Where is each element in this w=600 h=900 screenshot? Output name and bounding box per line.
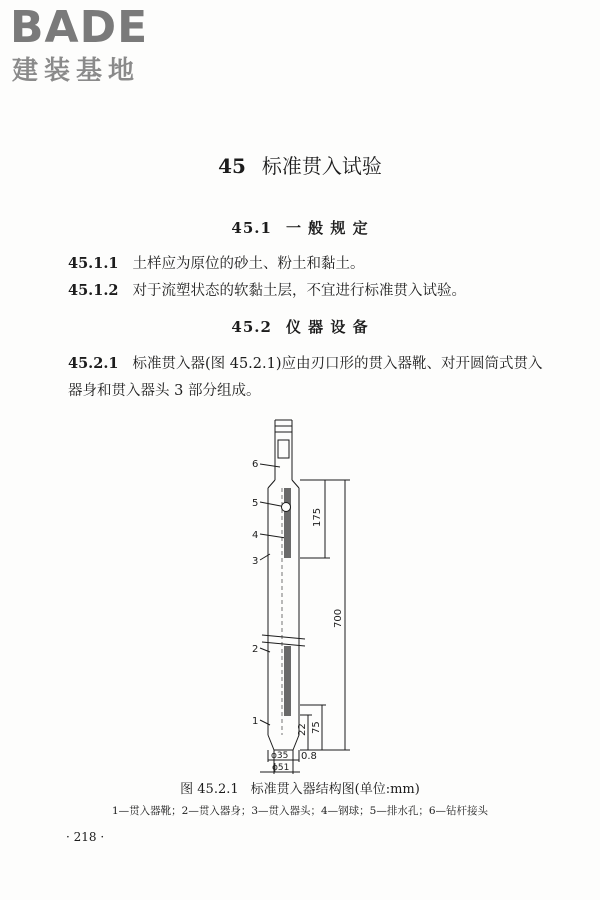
section-title: 仪 器 设 备	[285, 318, 369, 336]
clause-45-1-1	[68, 250, 548, 278]
part-label-3: 3	[252, 556, 259, 567]
part-label-5: 5	[252, 498, 259, 509]
bade-logo	[10, 4, 190, 94]
clause-text: 标准贯入器(图 45.2.1)应由刃口形的贯入器靴、对开圆筒式贯入器身和贯入器头 3 部分组成。	[68, 356, 543, 399]
clause-number: 45.2.1	[68, 355, 119, 372]
page-number: · 218 ·	[66, 830, 105, 844]
dim-700: 700	[333, 608, 344, 628]
clause-number: 45.1.2	[68, 282, 119, 299]
figure-caption	[0, 778, 600, 797]
figure-caption-title: 标准贯入器结构图(单位:mm)	[250, 782, 420, 797]
figure-caption-number: 图 45.2.1	[180, 782, 239, 797]
part-label-4: 4	[252, 530, 259, 541]
clause-45-1-2	[68, 277, 548, 305]
chapter-title: 标准贯入试验	[261, 154, 382, 178]
chapter-heading	[0, 150, 600, 179]
section-heading-45-1	[0, 217, 600, 238]
dim-175: 175	[312, 507, 323, 527]
dim-75: 75	[311, 721, 322, 734]
section-heading-45-2	[0, 316, 600, 337]
part-label-2: 2	[252, 644, 259, 655]
dim-phi35: ϕ35	[271, 751, 289, 761]
clause-text: 对于流塑状态的软黏土层，不宜进行标准贯入试验。	[132, 283, 466, 299]
logo-word: BADE	[10, 2, 149, 53]
logo-subtitle: 建装基地	[12, 56, 141, 86]
clause-45-2-1	[68, 350, 548, 405]
part-label-6: 6	[252, 459, 259, 470]
section-number: 45.2	[231, 318, 272, 336]
dim-0-8: 0.8	[301, 751, 317, 762]
section-title: 一 般 规 定	[285, 219, 369, 237]
clause-number: 45.1.1	[68, 255, 119, 272]
dim-phi51: ϕ51	[272, 763, 290, 773]
dim-22: 22	[297, 723, 308, 736]
section-number: 45.1	[231, 219, 272, 237]
clause-text: 土样应为原位的砂土、粉土和黏土。	[132, 256, 365, 272]
part-label-1: 1	[252, 716, 259, 727]
penetrator-structure-diagram	[200, 410, 420, 780]
figure-legend: 1—贯入器靴；2—贯入器身；3—贯入器头；4—钢球；5—排水孔；6—钻杆接头	[111, 805, 489, 817]
chapter-number: 45	[218, 154, 246, 178]
